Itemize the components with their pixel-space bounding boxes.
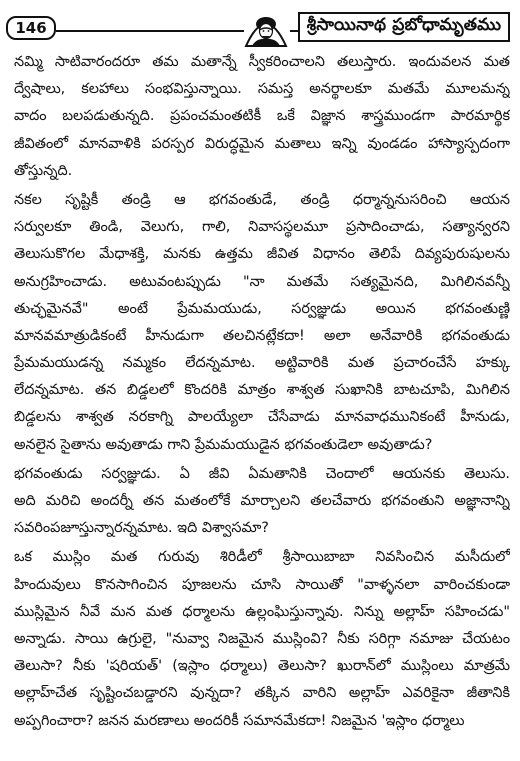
text-line: వాదం బలపడుతున్నది. ప్రపంచమంతటికీ ఒకే విజ్ఞాన శాస్త్రముండగా పారమార్థిక	[14, 108, 510, 125]
sai-baba-portrait-icon	[242, 8, 290, 48]
text-line: అప్పగించారా? జనన మరణాలు అందరికీ సమానమేకదా! నిజమైన 'ఇస్లాం ధర్మాలు	[14, 712, 465, 729]
text-line: లేదన్నమాట. తన బిడ్డలలో కొందరికి మాత్రం శాశ్వత సుఖానికి బాటచూపి, మిగిలిన	[14, 382, 510, 399]
text-line: బిడ్డలను శాశ్వత నరకాగ్ని పాలయ్యేలా చేసేవాడు మానవాధమునికంటే హీనుడు,	[14, 409, 510, 426]
paragraph	[14, 544, 510, 734]
text-line: మానవమాత్రుడికంటే హీనుడుగా తలచినట్లేకదా! అలా అనేవారికి భగవంతుడు	[14, 327, 510, 344]
page-body	[14, 49, 510, 735]
text-line: తెలుసా? నీకు 'షరియత్' (ఇస్లాం ధర్మాలు) తెలుసా? ఖురాన్‌లో ముస్లింలు మాత్రమే	[14, 658, 510, 675]
text-line: ముస్లిమైన నీవే మన మత ధర్మాలను ఉల్లంఘిస్తున్నావు. నిన్ను అల్లాహ్ సహించడు"	[14, 603, 510, 620]
text-line: అనలైన సైతాను అవుతాడు గాని ప్రేమమయుడైన భగవంతుడెలా అవుతాడు?	[14, 436, 433, 453]
text-line: తెలుసుకొగల మేధాశక్తి, మనకు ఉత్తమ జీవిత విధానం తెలిపే దివ్యపురుషులను	[14, 246, 510, 263]
page-header	[6, 8, 512, 46]
text-line: అన్నాడు. సాయి ఉగ్రులై, "నువ్వా నిజమైన ముస్లింవి? నీకు సరిగ్గా నమాజు చేయటం	[14, 630, 510, 647]
book-title: శ్రీసాయినాథ ప్రబోధామృతము	[298, 12, 510, 42]
text-line: జీవితంలో మానవాళికి పరస్పర విరుద్ధమైన మతాలు ఇన్ని వుండడం హాస్యాస్పదంగా	[14, 135, 510, 152]
text-line: సవరింపజూస్తున్నారన్నమాట. ఇది విశ్వాసమా?	[14, 520, 269, 537]
text-line: అది మరిచి అందర్నీ తన మతంలోకే మార్చాలని తలచేవారు భగవంతుని అజ్ఞానాన్ని	[14, 493, 510, 509]
text-line: ద్వేషాలు, కలహాలు సంభవిస్తున్నాయి. సమస్త అనర్థాలకూ మతమే మూలమన్న	[14, 81, 510, 98]
text-line: నమ్మి సాటివారందరూ తమ మతాన్నే స్వీకరించాలని తలుస్తారు. ఇందువలన మత	[14, 54, 510, 70]
text-line: తుచ్ఛమైనవే" అంటే ప్రేమమయుడు, సర్వజ్ఞుడు అయిన భగవంతుణ్ణి	[14, 300, 510, 317]
header-rule-left	[56, 30, 244, 32]
text-line: హిందువులు కొనసాగించిన పూజలను చూసి సాయితో "వాళ్ళనలా వారించకుండా	[14, 576, 510, 593]
text-line: ప్రేమమయుడన్న నమ్మకం లేదన్నమాట. అట్టివారికి మత ప్రచారంచేసే హక్కు	[14, 355, 510, 372]
paragraph	[14, 187, 510, 459]
text-line: సర్వులకూ తిండి, వెలుగు, గాలి, నివాసస్థలమూ ప్రసాదించాడు, సత్యాన్వరని	[14, 219, 510, 236]
text-line: అల్లాహ్‌చేత సృష్టించబడ్డారని వున్నదా? తక్కిన వారిని అల్లాహ్ ఎవరికైనా జీతానికి	[14, 685, 510, 702]
text-line: నకల సృష్టికీ తండ్రి ఆ భగవంతుడే, తండ్రి ధర్మాన్ననుసరించి ఆయన	[14, 191, 510, 208]
text-line: తోస్తున్నది.	[14, 162, 73, 179]
page-number: 146	[6, 16, 56, 40]
text-line: ఒక ముస్లిం మత గురువు శిరిడీలో శ్రీసాయిబాబా నివసించిన మసీదులో	[14, 549, 510, 566]
paragraph	[14, 461, 510, 543]
text-line: అనుగ్రహించాడు. అటువంటప్పుడు "నా మతమే సత్యమైనది, మిగిలినవన్నీ	[14, 273, 510, 290]
paragraph	[14, 49, 510, 185]
text-line: భగవంతుడు సర్వజ్ఞుడు. ఏ జీవి ఏమతానికి చెందాలో ఆయనకు తెలుసు.	[14, 465, 510, 482]
